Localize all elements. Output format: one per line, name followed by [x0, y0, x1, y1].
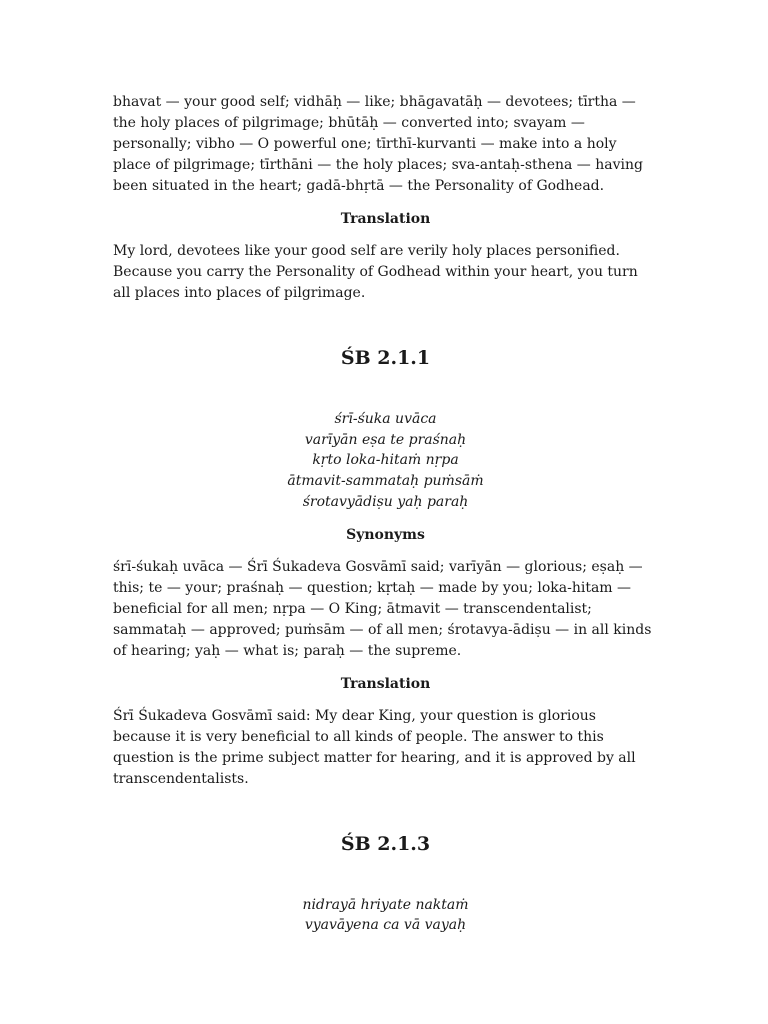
verse-heading: ŚB 2.1.3: [340, 832, 431, 855]
translation-paragraph: My lord, devotees like your good self are verily holy places personified. Because you carry the Personality of Godhead within your heart, you turn all places into places of pilgrimage.: [113, 243, 638, 301]
translation-paragraph: Śrī Śukadeva Gosvāmī said: My dear King, your question is glorious because it is very beneficial to all kinds of people. The answer to this question is the prime subject matter for hearing, and it is approved by all transcendentalists.: [113, 707, 636, 787]
verse-line: śrī-śuka uvāca: [334, 411, 437, 427]
synonyms-heading: Synonyms: [346, 526, 425, 543]
verse-line: nidrayā hriyate naktaṁ: [302, 896, 469, 913]
synonyms-paragraph: bhavat — your good self; vidhāḥ — like; bhāgavatāḥ — devotees; tīrtha — the holy places of pilgrimage; bhūtāḥ — converted into; svayam — personally; vibho — O powerful one; tīrthī-kurvanti — make into a holy place of pilgrimage; tīrthāni — the holy places; sva-antaḥ-sthena — having been situated in the heart; gadā-bhṛtā — the Personality of Godhead.: [113, 94, 643, 194]
verse-line: varīyān eṣa te praśnaḥ: [304, 431, 467, 448]
synonyms-paragraph: śrī-śukaḥ uvāca — Śrī Śukadeva Gosvāmī said; varīyān — glorious; eṣaḥ — this; te — your; praśnaḥ — question; kṛtaḥ — made by you; loka-hitam — beneficial for all men; nṛpa — O King; ātmavit — transcendentalist; sammataḥ — approved; puṁsām — of all men; śrotavya-ādiṣu — in all kinds of hearing; yaḥ — what is; paraḥ — the supreme.: [113, 558, 652, 659]
verse-text: [113, 409, 658, 513]
verse-line: kṛto loka-hitaṁ nṛpa: [312, 452, 459, 469]
verse-heading: ŚB 2.1.1: [340, 347, 431, 369]
document-body: [113, 92, 658, 936]
verse-line: ātmavit-sammataḥ puṁsāṁ: [287, 473, 484, 490]
translation-heading: Translation: [340, 675, 431, 692]
verse-line: śrotavyādiṣu yaḥ paraḥ: [302, 493, 469, 510]
verse-line: vyavāyena ca vā vayaḥ: [304, 917, 467, 934]
verse-text: [113, 895, 658, 936]
translation-heading: Translation: [340, 211, 431, 227]
